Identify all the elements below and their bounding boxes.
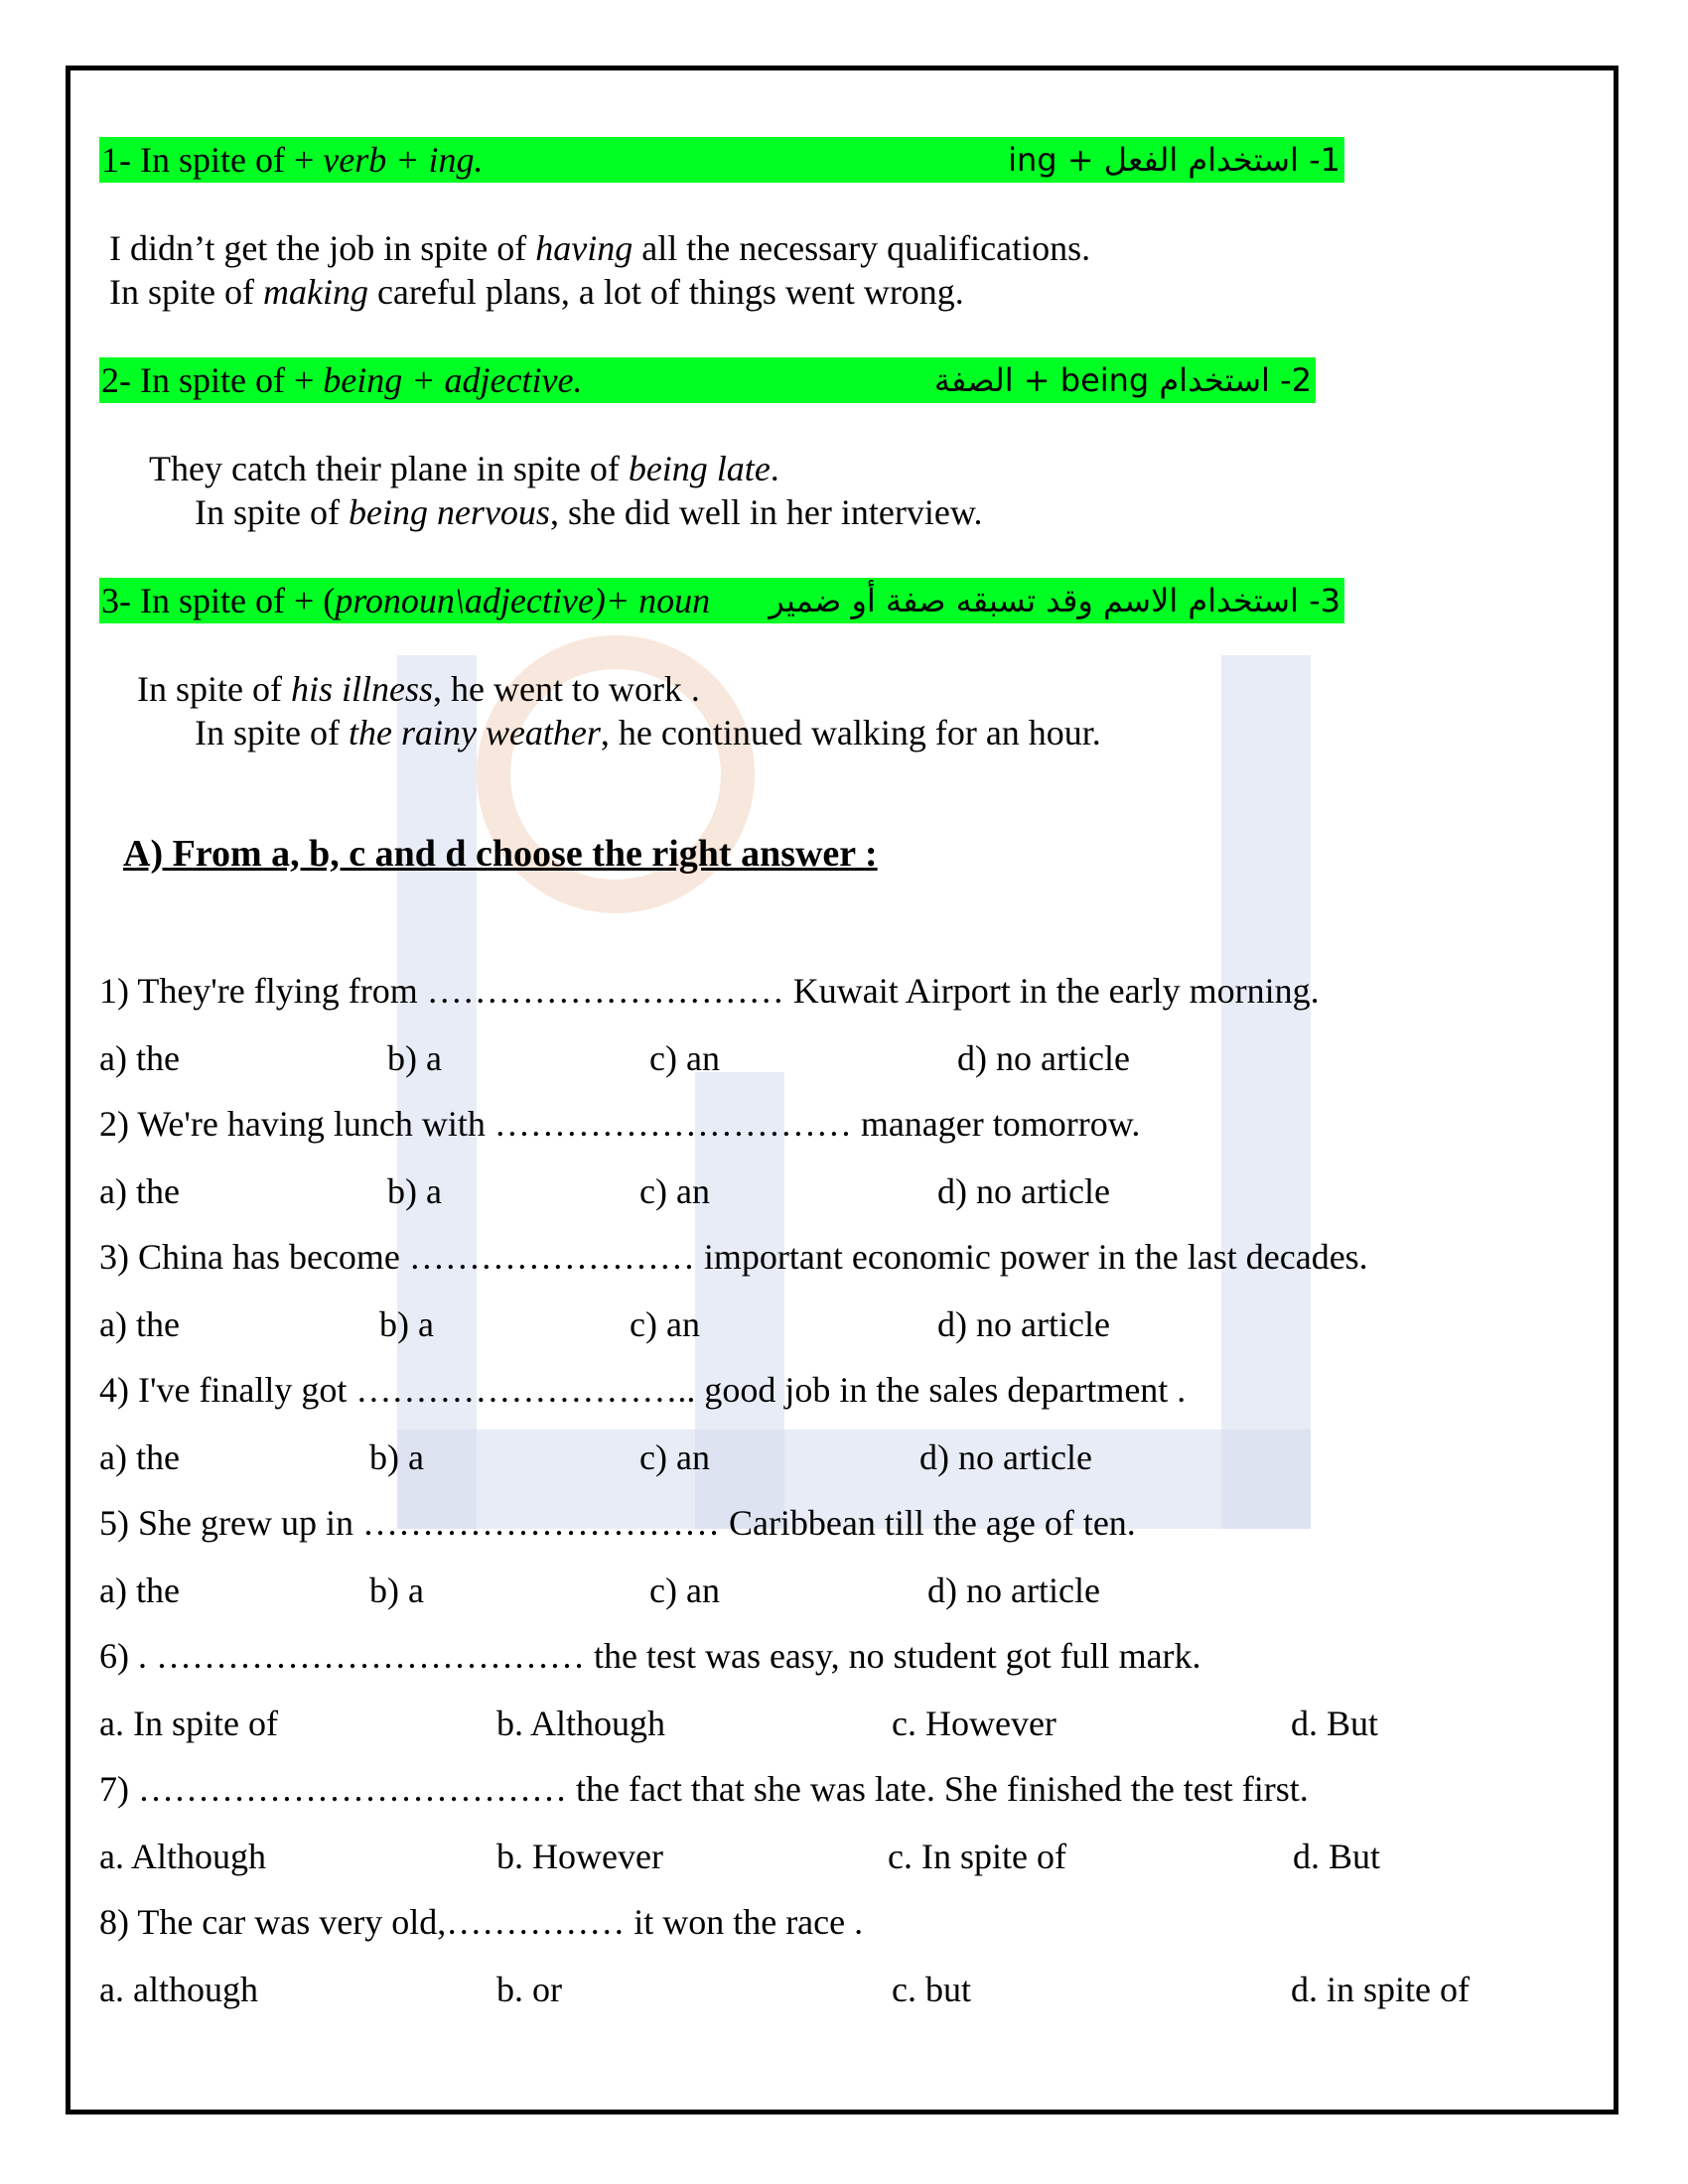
q1-option-c: c) an bbox=[649, 1038, 720, 1078]
rule-2-highlight bbox=[99, 357, 1316, 403]
q3-option-b: b) a bbox=[379, 1304, 434, 1344]
question-5: 5) She grew up in ………………………… Caribbean till the age of ten. bbox=[99, 1503, 1136, 1543]
question-8: 8) The car was very old,…………… it won the race . bbox=[99, 1902, 864, 1942]
q6-option-a: a. In spite of bbox=[99, 1704, 278, 1743]
q4-option-c: c) an bbox=[639, 1437, 710, 1477]
q2-option-b: b) a bbox=[387, 1171, 442, 1211]
rule-3-english: 3- In spite of + (pronoun\adjective)+ noun bbox=[101, 581, 711, 620]
question-6: 6) . ……………………………… the test was easy, no student got full mark. bbox=[99, 1636, 1201, 1676]
question-1: 1) They're flying from ………………………… Kuwait Airport in the early morning. bbox=[99, 971, 1320, 1011]
q2-option-c: c) an bbox=[639, 1171, 710, 1211]
q7-option-d: d. But bbox=[1293, 1837, 1381, 1876]
example-6: In spite of the rainy weather, he continued walking for an hour. bbox=[195, 713, 1101, 752]
example-1: I didn’t get the job in spite of having all the necessary qualifications. bbox=[109, 228, 1091, 268]
rule-2-arabic: 2- استخدام being + الصفة bbox=[933, 361, 1312, 399]
q8-option-b: b. or bbox=[496, 1970, 562, 2009]
q1-option-b: b) a bbox=[387, 1038, 442, 1078]
q3-option-c: c) an bbox=[630, 1304, 700, 1344]
exercise-heading: A) From a, b, c and d choose the right answer : bbox=[123, 833, 878, 875]
watermark-block bbox=[1221, 655, 1311, 1529]
question-7: 7) ……………………………… the fact that she was late. She finished the test first. bbox=[99, 1769, 1309, 1809]
rule-3-arabic: 3- استخدام الاسم وقد تسبقه صفة أو ضمير bbox=[769, 582, 1340, 619]
q6-option-c: c. However bbox=[892, 1704, 1056, 1743]
q4-option-a: a) the bbox=[99, 1437, 180, 1477]
q5-option-d: d) no article bbox=[927, 1570, 1100, 1610]
question-3: 3) China has become …………………… important economic power in the last decades. bbox=[99, 1237, 1368, 1277]
rule-2-english: 2- In spite of + being + adjective. bbox=[101, 360, 583, 400]
q2-option-d: d) no article bbox=[937, 1171, 1110, 1211]
q8-option-c: c. but bbox=[892, 1970, 971, 2009]
q5-option-b: b) a bbox=[369, 1570, 424, 1610]
q6-option-d: d. But bbox=[1291, 1704, 1379, 1743]
q8-option-d: d. in spite of bbox=[1291, 1970, 1470, 2009]
q7-option-c: c. In spite of bbox=[888, 1837, 1066, 1876]
q7-option-b: b. However bbox=[496, 1837, 663, 1876]
question-2: 2) We're having lunch with ………………………… manager tomorrow. bbox=[99, 1104, 1141, 1144]
example-4: In spite of being nervous, she did well in her interview. bbox=[195, 492, 983, 532]
q5-option-c: c) an bbox=[649, 1570, 720, 1610]
q3-option-a: a) the bbox=[99, 1304, 180, 1344]
q7-option-a: a. Although bbox=[99, 1837, 266, 1876]
example-2: In spite of making careful plans, a lot of things went wrong. bbox=[109, 272, 964, 312]
q1-option-d: d) no article bbox=[957, 1038, 1130, 1078]
q6-option-b: b. Although bbox=[496, 1704, 666, 1743]
q4-option-d: d) no article bbox=[919, 1437, 1092, 1477]
example-5: In spite of his illness, he went to work . bbox=[137, 669, 700, 709]
rule-1-highlight bbox=[99, 137, 1344, 183]
q8-option-a: a. although bbox=[99, 1970, 258, 2009]
question-4: 4) I've finally got ……………………….. good job in the sales department . bbox=[99, 1370, 1187, 1410]
example-3: They catch their plane in spite of being late. bbox=[149, 449, 779, 488]
q2-option-a: a) the bbox=[99, 1171, 180, 1211]
q5-option-a: a) the bbox=[99, 1570, 180, 1610]
q3-option-d: d) no article bbox=[937, 1304, 1110, 1344]
rule-1-arabic: 1- استخدام الفعل + ing bbox=[1008, 141, 1340, 179]
q4-option-b: b) a bbox=[369, 1437, 424, 1477]
q1-option-a: a) the bbox=[99, 1038, 180, 1078]
rule-1-english: 1- In spite of + verb + ing. bbox=[101, 140, 484, 180]
rule-3-highlight bbox=[99, 578, 1344, 623]
